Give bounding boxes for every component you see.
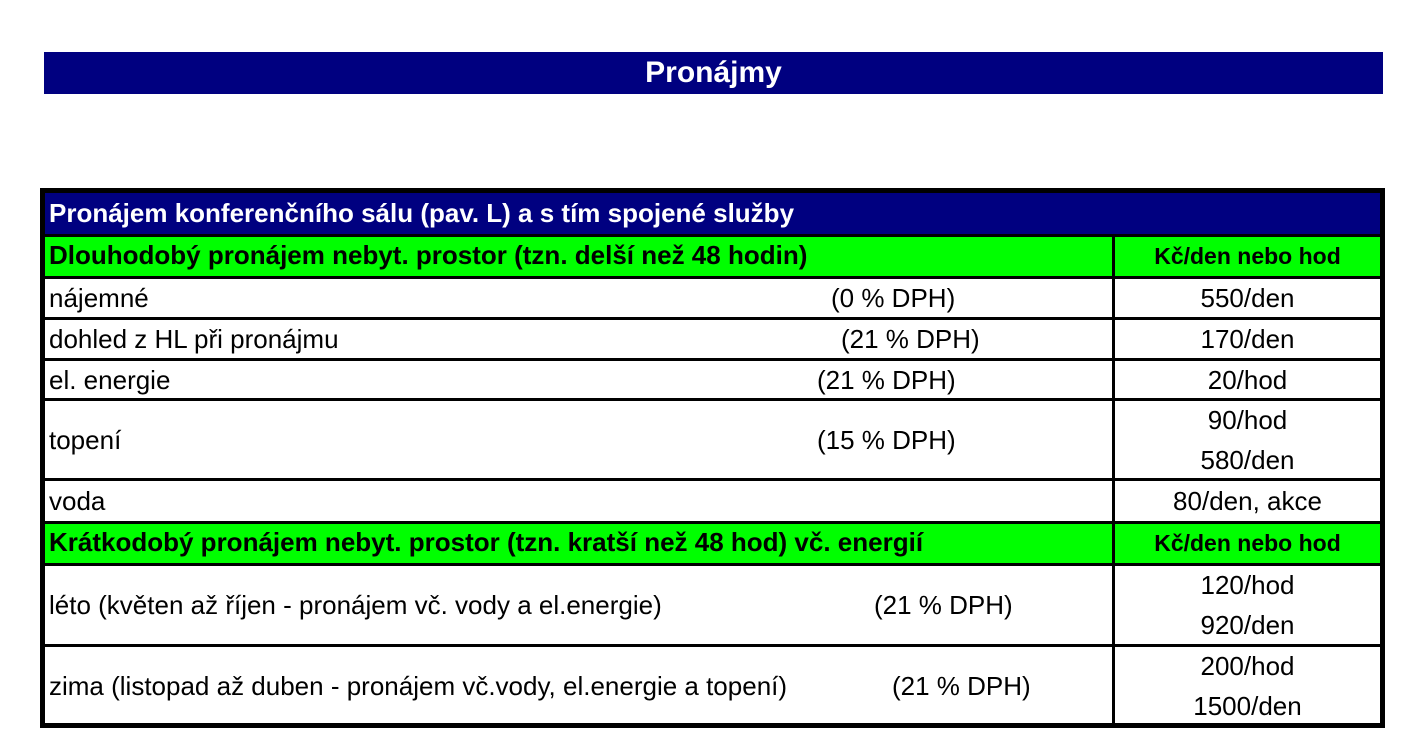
rental-price-table bbox=[40, 188, 1385, 728]
row-label: léto (květen až říjen - pronájem vč. vody a el.energie) bbox=[49, 590, 662, 620]
table-title-row bbox=[45, 193, 1380, 237]
price-value: 200/hod bbox=[1200, 651, 1295, 681]
price-value: 580/den bbox=[1200, 445, 1295, 475]
row-label: voda bbox=[49, 486, 106, 516]
table-row bbox=[45, 279, 1380, 320]
row-label: el. energie bbox=[49, 365, 171, 395]
table-row bbox=[45, 320, 1380, 361]
table-row bbox=[45, 361, 1380, 401]
table-row bbox=[45, 481, 1380, 524]
row-label: nájemné bbox=[49, 283, 149, 313]
price-value: 80/den, akce bbox=[1173, 486, 1322, 516]
row-label: zima (listopad až duben - pronájem vč.vody, el.energie a topení) bbox=[49, 671, 788, 701]
vat-rate: (21 % DPH) bbox=[892, 671, 1031, 701]
table-row bbox=[45, 566, 1380, 647]
section-heading-long: Dlouhodobý pronájem nebyt. prostor (tzn. delší než 48 hodin) bbox=[49, 240, 808, 270]
vat-rate: (0 % DPH) bbox=[831, 283, 956, 313]
price-value: 1500/den bbox=[1193, 691, 1302, 721]
page-title: Pronájmy bbox=[44, 52, 1383, 94]
vat-rate: (21 % DPH) bbox=[874, 590, 1013, 620]
section-header-long bbox=[45, 237, 1380, 279]
price-value: 120/hod bbox=[1200, 570, 1295, 600]
price-value: 90/hod bbox=[1207, 405, 1288, 435]
table-row bbox=[45, 401, 1380, 481]
vat-rate: (21 % DPH) bbox=[817, 365, 956, 395]
table-row bbox=[45, 647, 1380, 723]
price-value: 550/den bbox=[1200, 283, 1295, 313]
price-value: 920/den bbox=[1200, 610, 1295, 640]
price-value: 20/hod bbox=[1207, 365, 1288, 395]
unit-header-long: Kč/den nebo hod bbox=[1154, 243, 1341, 269]
row-label: topení bbox=[49, 425, 122, 455]
vat-rate: (21 % DPH) bbox=[841, 324, 980, 354]
section-header-short bbox=[45, 524, 1380, 566]
unit-header-short: Kč/den nebo hod bbox=[1154, 530, 1341, 556]
price-value: 170/den bbox=[1200, 324, 1295, 354]
section-heading-short: Krátkodobý pronájem nebyt. prostor (tzn. kratší než 48 hod) vč. energií bbox=[49, 527, 924, 557]
row-label: dohled z HL při pronájmu bbox=[49, 324, 339, 354]
table-title: Pronájem konferenčního sálu (pav. L) a s tím spojené služby bbox=[49, 198, 795, 228]
vat-rate: (15 % DPH) bbox=[817, 425, 956, 455]
